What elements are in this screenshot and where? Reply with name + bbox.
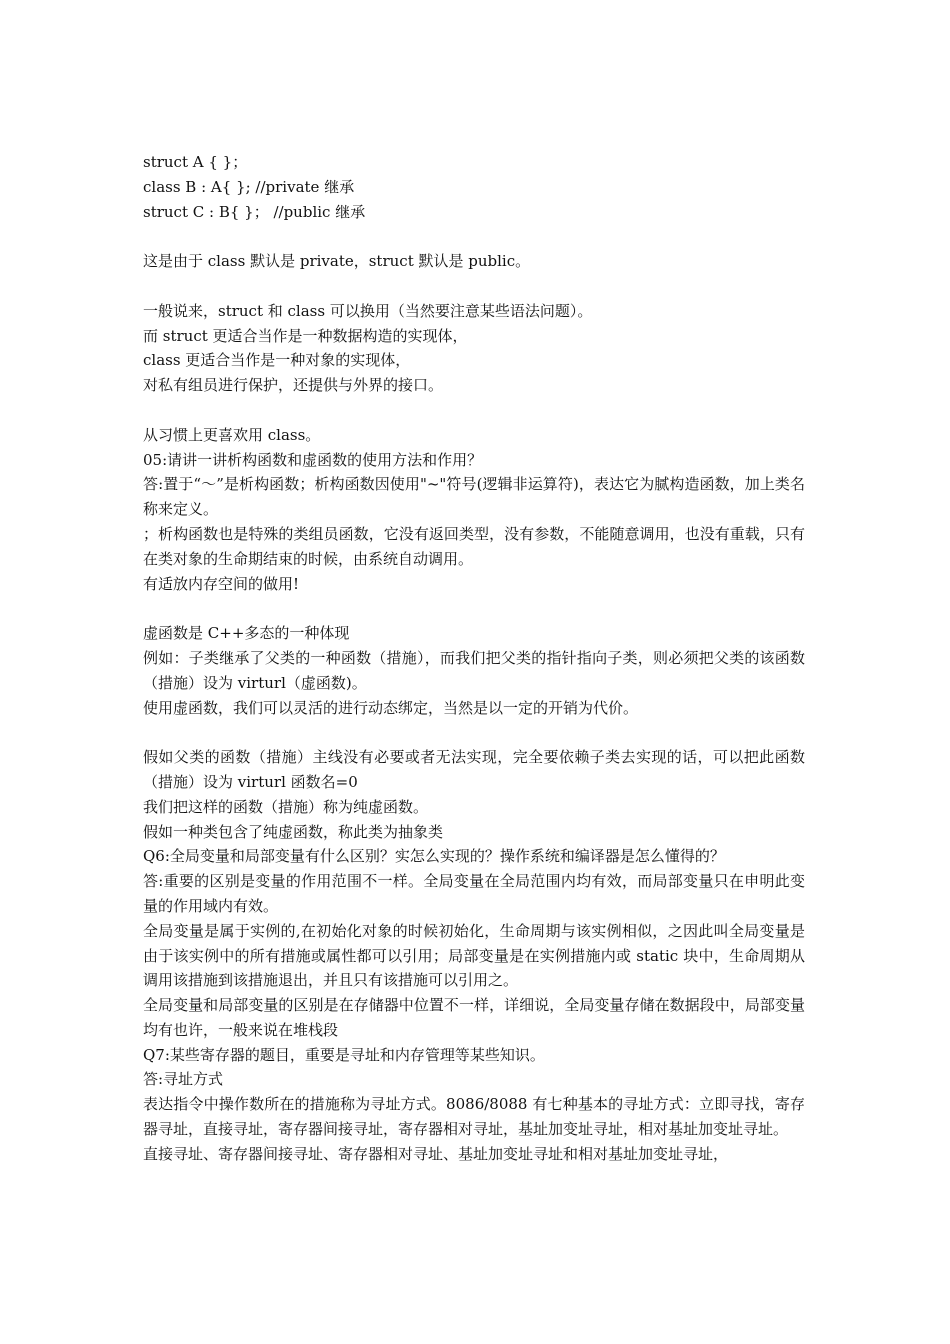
code-line-struct-a: struct A { }； [143,153,248,171]
answer-05-memory: 有适放内存空间的做用! [143,574,300,593]
paragraph-struct-usage: 而 struct 更适合当作是一种数据构造的实现体， [143,326,468,345]
paragraph-habit: 从习惯上更喜欢用 class。 [143,425,321,444]
paragraph-virtual-function: 虚函数是 C++多态的一种体现 [143,624,350,643]
blank-line [143,596,805,621]
paragraph-pure-virtual: 假如父类的函数（措施）主线没有必要或者无法实现，完全要依赖子类去实现的话，可以把此函数（措施）设为 virturl 函数名=0 [143,748,805,791]
answer-q7-heading: 答:寻址方式 [143,1070,224,1089]
code-line-struct-c: struct C : B{ }； //public 继承 [143,202,366,221]
answer-q6-lifetime: 全局变量是属于实例的,在初始化对象的时候初始化，生命周期与该实例相似，之因此叫全局变量是由于该实例中的所有措施或属性都可以引用；局部变量是在实例措施内或 static 块中，生命周期从调用该措施到该措施退出，并且只有该措施可以引用之。 [143,921,805,990]
code-line-class-b: class B : A{ }; //private 继承 [143,177,355,196]
blank-line [143,224,805,249]
blank-line [143,720,805,745]
paragraph-class-usage: class 更适合当作是一种对象的实现体， [143,351,411,370]
blank-line [143,274,805,299]
question-q7: Q7:某些寄存器的题目，重要是寻址和内存管理等某些知识。 [143,1045,545,1064]
question-q6: Q6:全局变量和局部变量有什么区别？实怎么实现的？操作系统和编译器是怎么懂得的？ [143,847,725,866]
answer-q6-scope: 答:重要的区别是变量的作用范围不一样。全局变量在全局范围内均有效，而局部变量只在申明此变量的作用域内有效。 [143,872,805,915]
paragraph-private-members: 对私有组员进行保护，还提供与外界的接口。 [143,376,444,395]
paragraph-interchangeable: 一般说来，struct 和 class 可以换用（当然要注意某些语法问题）。 [143,301,593,320]
paragraph-default-access: 这是由于 class 默认是 private，struct 默认是 public。 [143,252,531,271]
paragraph-abstract-class: 假如一种类包含了纯虚函数，称此类为抽象类 [143,822,444,841]
blank-line [143,398,805,423]
paragraph-virtual-example: 例如：子类继承了父类的一种函数（措施），而我们把父类的指针指向子类，则必须把父类的该函数（措施）设为 virturl（虚函数)。 [143,648,805,692]
answer-q7-addressing-list: 直接寻址、寄存器间接寻址、寄存器相对寻址、基址加变址寻址和相对基址加变址寻址， [143,1144,729,1163]
question-05: 05:请讲一讲析构函数和虚函数的使用方法和作用？ [143,450,483,469]
answer-q7-addressing: 表达指令中操作数所在的措施称为寻址方式。8086/8088 有七种基本的寻址方式：立即寻找，寄存器寻址，直接寻址，寄存器间接寻址，寄存器相对寻址，基址加变址寻址，相对基址加变址寻址。 [143,1095,805,1139]
paragraph-dynamic-binding: 使用虚函数，我们可以灵活的进行动态绑定，当然是以一定的开销为代价。 [143,698,639,717]
answer-05-destructor: 答:置于“～”是析构函数；析构函数因使用"~"符号(逻辑非运算符)，表达它为腻构造函数，加上类名称来定义。 [143,475,805,519]
answer-q6-storage: 全局变量和局部变量的区别是在存储器中位置不一样，详细说，全局变量存储在数据段中，局部变量均有也许，一般来说在堆栈段 [143,996,805,1039]
document-page [143,150,805,1167]
answer-05-destructor-detail: ；析构函数也是特殊的类组员函数，它没有返回类型，没有参数，不能随意调用，也没有重载，只有在类对象的生命期结束的时候，由系统自动调用。 [143,524,805,568]
paragraph-pure-virtual-name: 我们把这样的函数（措施）称为纯虚函数。 [143,797,429,816]
